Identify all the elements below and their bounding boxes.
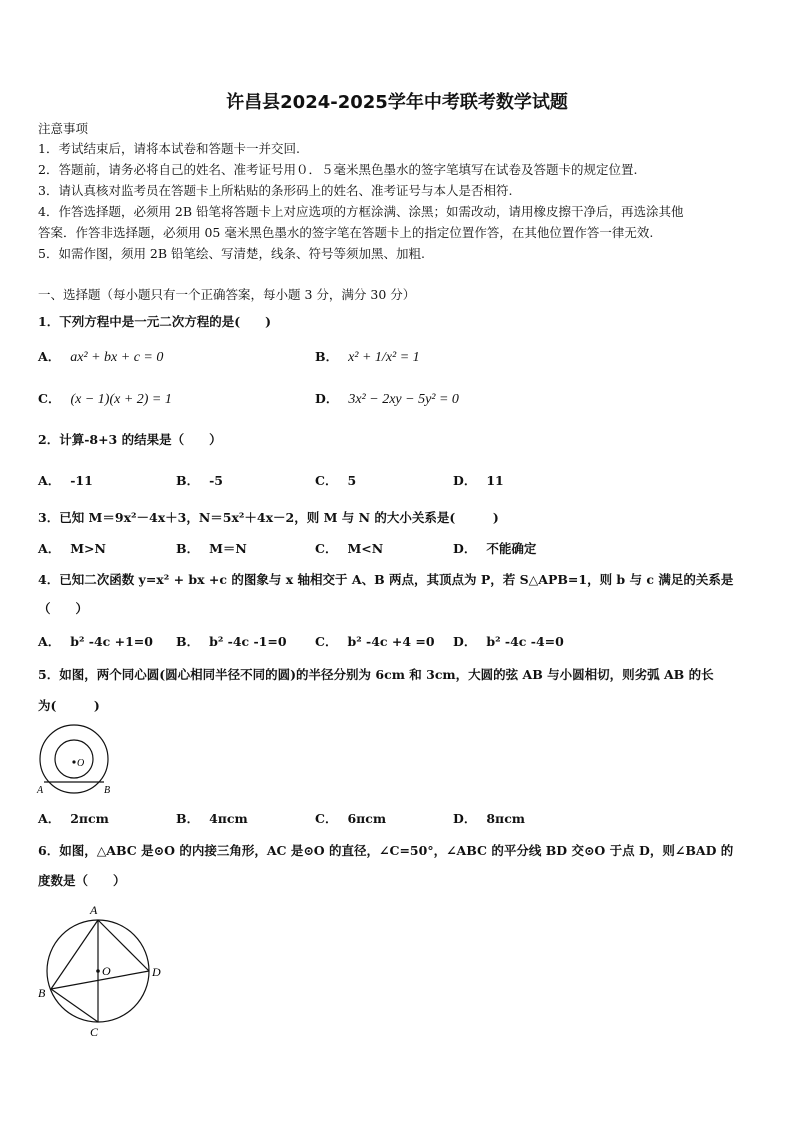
label-c: C bbox=[90, 1025, 99, 1039]
option-text: M＝N bbox=[209, 541, 247, 556]
notice-item: 答案．作答非选择题，必须用 05 毫米黑色墨水的签字笔在答题卡上的指定位置作答，在其他位置作答一律无效. bbox=[38, 225, 654, 240]
option-text: 2πcm bbox=[70, 811, 109, 826]
q1-option-a bbox=[38, 348, 163, 367]
q2-option-b bbox=[176, 472, 223, 490]
q5-option-d bbox=[453, 810, 525, 828]
side-ab bbox=[51, 920, 98, 989]
notice-item: 3．请认真核对监考员在答题卡上所粘贴的条形码上的姓名、准考证号与本人是否相符. bbox=[38, 183, 513, 198]
question-5-stem-cont: 为( ) bbox=[38, 698, 100, 713]
label-b: B bbox=[38, 986, 46, 1000]
option-text: -11 bbox=[70, 473, 93, 488]
question-6-stem: 6．如图，△ABC 是⊙O 的内接三角形，AC 是⊙O 的直径，∠C=50°，∠ABC 的平分线 BD 交⊙O 于点 D，则∠BAD 的 bbox=[38, 843, 734, 858]
option-letter: B． bbox=[176, 541, 200, 556]
page-title: 许昌县2024-2025学年中考联考数学试题 bbox=[226, 92, 568, 113]
option-letter: A． bbox=[38, 634, 61, 649]
side-bc bbox=[51, 989, 98, 1022]
option-text: M<N bbox=[347, 541, 384, 556]
q1-option-c bbox=[38, 390, 172, 409]
option-letter: D． bbox=[453, 473, 477, 488]
large-circle bbox=[40, 725, 108, 793]
question-4-stem: 4．已知二次函数 y=x² + bx +c 的图象与 x 轴相交于 A、B 两点，其顶点为 P，若 S△APB=1，则 b 与 c 满足的关系是 bbox=[38, 572, 734, 587]
option-text: ax² + bx + c = 0 bbox=[70, 350, 164, 365]
option-letter: A． bbox=[38, 811, 61, 826]
q1-option-d bbox=[315, 390, 459, 409]
center-point bbox=[96, 969, 100, 973]
notice-item: 5．如需作图，须用 2B 铅笔绘、写清楚，线条、符号等须加黑、加粗. bbox=[38, 246, 426, 261]
section-heading: 一、选择题（每小题只有一个正确答案，每小题 3 分，满分 30 分） bbox=[38, 287, 416, 302]
question-2-stem: 2．计算-8+3 的结果是（ ） bbox=[38, 432, 222, 447]
option-text: 6πcm bbox=[347, 811, 387, 826]
label-a: A bbox=[37, 785, 44, 796]
q3-option-b bbox=[176, 540, 247, 558]
q2-option-c bbox=[315, 472, 356, 490]
notice-item: 4．作答选择题，必须用 2B 铅笔将答题卡上对应选项的方框涂满、涂黑；如需改动，请用橡皮擦干净后，再选涂其他 bbox=[38, 204, 684, 219]
option-text: 3x² − 2xy − 5y² = 0 bbox=[348, 392, 459, 407]
inscribed-triangle-figure bbox=[34, 900, 170, 1042]
label-a: A bbox=[90, 903, 98, 917]
q3-option-c bbox=[315, 540, 383, 558]
option-text: b² -4c +1=0 bbox=[70, 634, 153, 649]
option-text: b² -4c +4 =0 bbox=[347, 634, 435, 649]
q1-option-b bbox=[315, 348, 420, 367]
q5-option-a bbox=[38, 810, 109, 828]
notice-heading: 注意事项 bbox=[38, 121, 89, 136]
option-text: 5 bbox=[347, 473, 357, 488]
option-letter: C． bbox=[315, 541, 338, 556]
option-letter: C． bbox=[38, 391, 61, 406]
question-3-stem: 3．已知 M＝9x²－4x＋3，N＝5x²＋4x－2，则 M 与 N 的大小关系是( ) bbox=[38, 510, 499, 525]
q3-option-a bbox=[38, 540, 106, 558]
q3-option-d bbox=[453, 540, 536, 558]
option-text: b² -4c -1=0 bbox=[209, 634, 287, 649]
option-text: -5 bbox=[209, 473, 223, 488]
q2-option-a bbox=[38, 472, 93, 490]
option-text: x² + 1/x² = 1 bbox=[348, 350, 420, 365]
center-point bbox=[72, 760, 75, 763]
question-4-stem-cont: （ ） bbox=[38, 601, 89, 616]
option-text: 8πcm bbox=[486, 811, 526, 826]
option-text: b² -4c -4=0 bbox=[486, 634, 564, 649]
concentric-circles-figure bbox=[34, 724, 116, 796]
option-letter: A． bbox=[38, 541, 61, 556]
question-5-stem: 5．如图，两个同心圆(圆心相同半径不同的圆)的半径分别为 6cm 和 3cm，大圆的弦 AB 与小圆相切，则劣弧 AB 的长 bbox=[38, 667, 714, 682]
q4-option-a bbox=[38, 633, 153, 651]
notice-item: 2．答题前，请务必将自己的姓名、准考证号用０．５毫米黑色墨水的签字笔填写在试卷及答题卡的规定位置. bbox=[38, 162, 638, 177]
small-circle bbox=[55, 740, 93, 778]
label-o: O bbox=[102, 964, 111, 978]
label-b: B bbox=[104, 785, 111, 796]
option-letter: B． bbox=[315, 349, 339, 364]
option-text: M>N bbox=[70, 541, 106, 556]
option-letter: D． bbox=[453, 634, 477, 649]
option-letter: D． bbox=[453, 541, 477, 556]
option-letter: D． bbox=[453, 811, 477, 826]
option-text: 不能确定 bbox=[486, 541, 537, 556]
option-letter: A． bbox=[38, 473, 61, 488]
q2-option-d bbox=[453, 472, 504, 490]
option-letter: B． bbox=[176, 811, 200, 826]
option-letter: A． bbox=[38, 349, 61, 364]
label-d: D bbox=[152, 965, 161, 979]
option-letter: B． bbox=[176, 473, 200, 488]
option-letter: C． bbox=[315, 473, 338, 488]
bisector-bd bbox=[51, 971, 149, 989]
option-letter: C． bbox=[315, 811, 338, 826]
q4-option-d bbox=[453, 633, 564, 651]
notice-item: 1．考试结束后，请将本试卷和答题卡一并交回. bbox=[38, 141, 300, 156]
q5-option-c bbox=[315, 810, 386, 828]
option-text: 4πcm bbox=[209, 811, 248, 826]
question-6-stem-cont: 度数是（ ） bbox=[38, 873, 126, 888]
question-1-stem: 1．下列方程中是一元二次方程的是( ) bbox=[38, 314, 272, 329]
q5-option-b bbox=[176, 810, 248, 828]
q4-option-c bbox=[315, 633, 435, 651]
option-letter: B． bbox=[176, 634, 200, 649]
option-letter: C． bbox=[315, 634, 338, 649]
option-letter: D． bbox=[315, 391, 339, 406]
option-text: 11 bbox=[486, 473, 504, 488]
q4-option-b bbox=[176, 633, 287, 651]
option-text: (x − 1)(x + 2) = 1 bbox=[70, 392, 172, 407]
label-o: O bbox=[77, 758, 85, 769]
